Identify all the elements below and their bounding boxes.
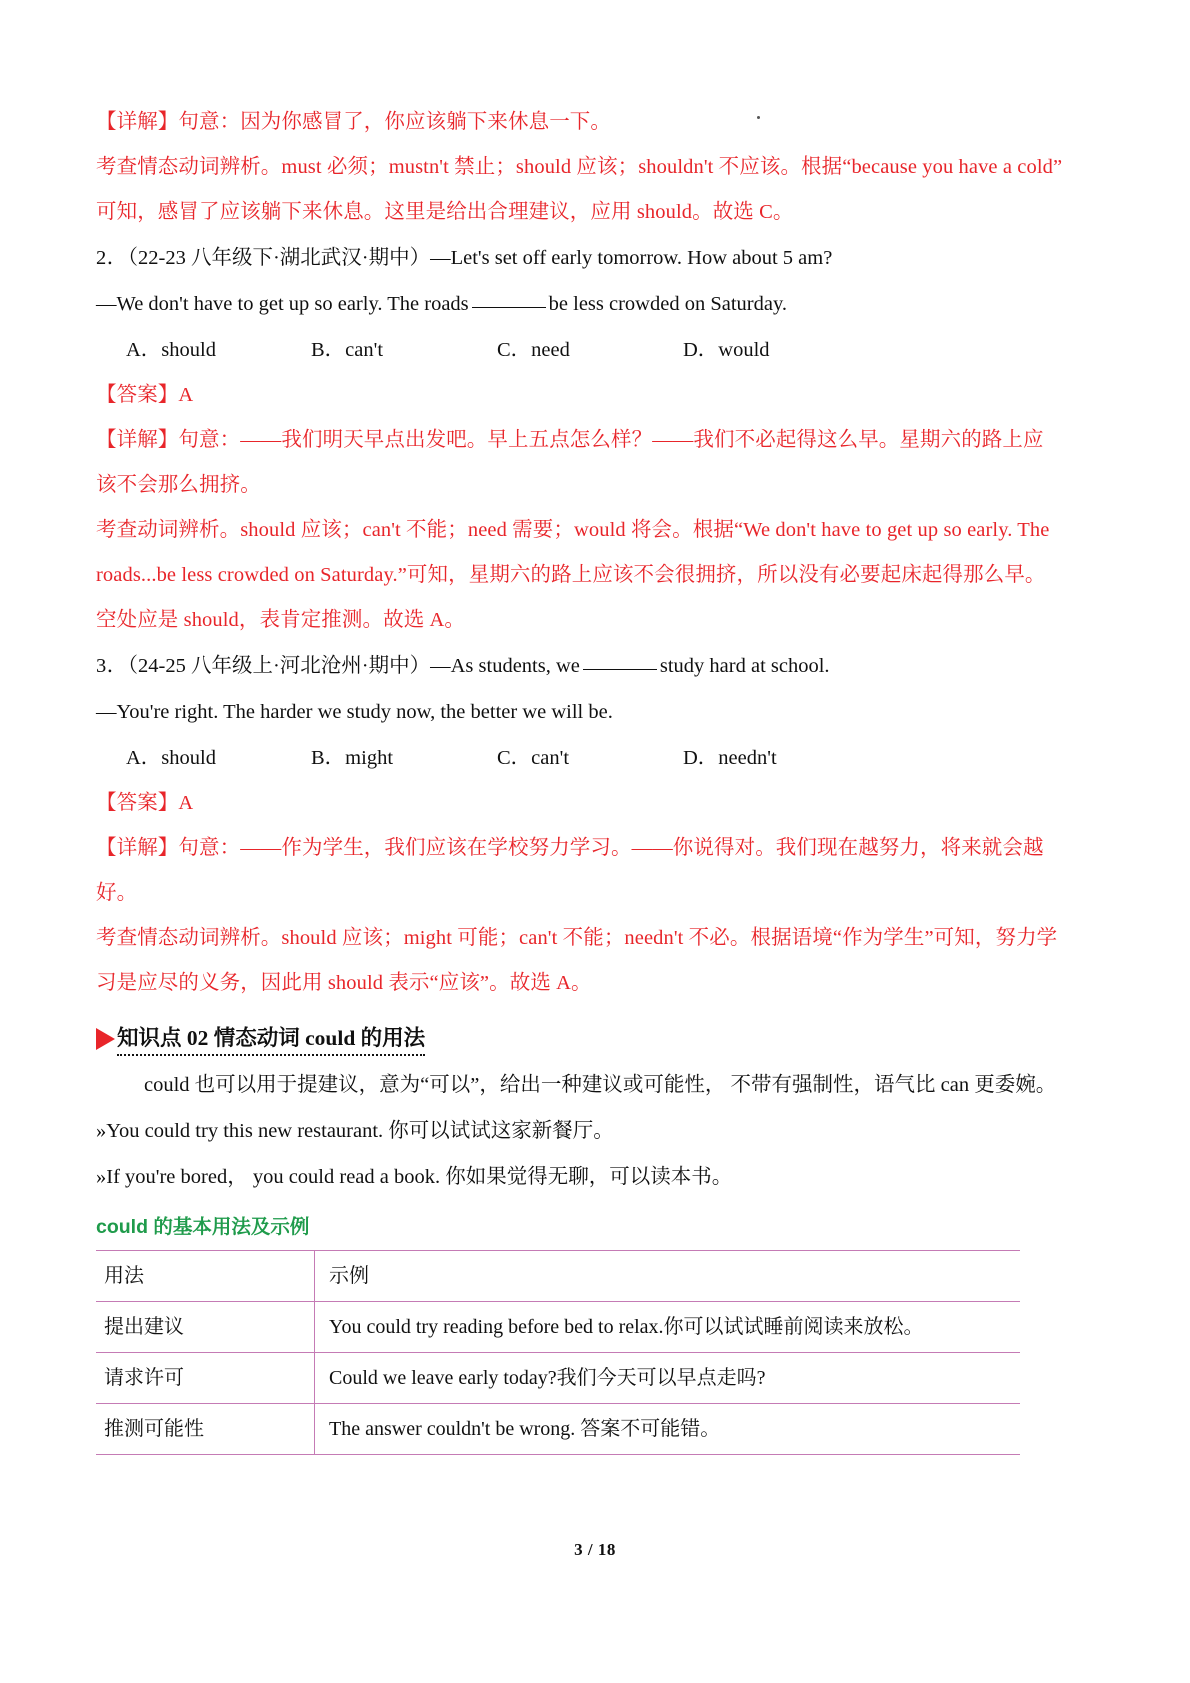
table-row — [96, 1302, 1020, 1353]
table-heading: could 的基本用法及示例 — [96, 1216, 310, 1238]
question-3-option-b[interactable]: B．might — [311, 747, 394, 769]
question-3-stem-before-blank: —As students, we — [430, 655, 580, 677]
question-2-explanation-line-1: 【详解】句意：——我们明天早点出发吧。早上五点怎么样？——我们不必起得这么早。星期六的路上应 — [96, 429, 1044, 451]
question-2-explanation-line-3: 考查动词辨析。should 应该；can't 不能；need 需要；would 将会。根据“We don't have to get up so early. The — [96, 519, 1050, 541]
page-content — [96, 100, 1090, 1455]
question-2-blank — [472, 307, 546, 308]
question-2-number: 2． — [96, 247, 128, 269]
question-3-number: 3． — [96, 655, 128, 677]
table-cell-example: Could we leave early today?我们今天可以早点走吗? — [315, 1353, 1021, 1404]
knowledge-point-heading — [96, 1020, 1090, 1058]
page-artifact-dot — [757, 116, 760, 119]
question-3-explanation-line-2: 好。 — [96, 882, 138, 904]
question-3-stem-line-1 — [96, 643, 1090, 689]
question-2-stem-line-1 — [96, 235, 1090, 281]
knowledge-point-example-2: »If you're bored， you could read a book. 你如果觉得无聊，可以读本书。 — [96, 1166, 733, 1188]
question-2-option-a[interactable]: A．should — [126, 339, 216, 361]
table-cell-usage: 请求许可 — [96, 1353, 315, 1404]
question-3-option-a[interactable]: A．should — [126, 747, 216, 769]
question-3-stem-line-2: —You're right. The harder we study now, the better we will be. — [96, 701, 613, 723]
question-2-stem-before-blank: —We don't have to get up so early. The roads — [96, 293, 469, 315]
table-cell-example: The answer couldn't be wrong. 答案不可能错。 — [315, 1404, 1021, 1455]
table-header-row — [96, 1251, 1020, 1302]
question-2-option-b[interactable]: B．can't — [311, 339, 384, 361]
question-3-explanation-line-3: 考查情态动词辨析。should 应该；might 可能；can't 不能；needn't 不必。根据语境“作为学生”可知，努力学 — [96, 927, 1058, 949]
table-cell-usage: 推测可能性 — [96, 1404, 315, 1455]
q1-explanation-line-3: 可知，感冒了应该躺下来休息。这里是给出合理建议，应用 should。故选 C。 — [96, 201, 794, 223]
table-header-usage: 用法 — [96, 1251, 315, 1302]
question-3-options — [96, 735, 1090, 781]
table-row — [96, 1404, 1020, 1455]
question-2-explanation-line-4: roads...be less crowded on Saturday.”可知，星期六的路上应该不会很拥挤，所以没有必要起床起得那么早。 — [96, 564, 1046, 586]
question-2-stem-line-2 — [96, 281, 1090, 327]
question-3-option-d[interactable]: D．needn't — [683, 747, 777, 769]
question-3-source: （24-25 八年级上·河北沧州·期中） — [127, 655, 431, 677]
table-row — [96, 1353, 1020, 1404]
question-2-options — [96, 327, 1090, 373]
red-triangle-arrow-icon — [96, 1028, 115, 1050]
table-header-example: 示例 — [315, 1251, 1021, 1302]
question-2-source: （22-23 八年级下·湖北武汉·期中） — [127, 247, 431, 269]
question-2-explanation-line-2: 该不会那么拥挤。 — [96, 474, 261, 496]
could-usage-table — [96, 1250, 1020, 1455]
question-2-stem-after-blank: be less crowded on Saturday. — [548, 293, 787, 315]
question-3-stem-after-blank: study hard at school. — [659, 655, 830, 677]
question-3-option-c[interactable]: C．can't — [497, 747, 570, 769]
page-number-footer: 3 / 18 — [574, 1540, 616, 1559]
q1-explanation-line-2: 考查情态动词辨析。must 必须；mustn't 禁止；should 应该；shouldn't 不应该。根据“because you have a cold” — [96, 156, 1063, 178]
question-2-option-c[interactable]: C．need — [497, 339, 570, 361]
q1-explanation-line-1: 【详解】句意：因为你感冒了，你应该躺下来休息一下。 — [96, 111, 611, 133]
question-3-blank — [583, 669, 657, 670]
knowledge-point-title: 知识点 02 情态动词 could 的用法 — [117, 1023, 425, 1056]
question-2-stem-text: —Let's set off early tomorrow. How about 5 am? — [430, 247, 833, 269]
question-2-explanation-line-5: 空处应是 should，表肯定推测。故选 A。 — [96, 609, 466, 631]
question-2-option-d[interactable]: D．would — [683, 339, 770, 361]
question-3-explanation-line-1: 【详解】句意：——作为学生，我们应该在学校努力学习。——你说得对。我们现在越努力，将来就会越 — [96, 837, 1044, 859]
question-2-answer: 【答案】A — [96, 384, 194, 406]
table-cell-example: You could try reading before bed to relax.你可以试试睡前阅读来放松。 — [315, 1302, 1021, 1353]
question-3-explanation-line-4: 习是应尽的义务，因此用 should 表示“应该”。故选 A。 — [96, 972, 592, 994]
knowledge-point-example-1: »You could try this new restaurant. 你可以试试这家新餐厅。 — [96, 1120, 614, 1142]
knowledge-point-paragraph: could 也可以用于提建议，意为“可以”，给出一种建议或可能性， 不带有强制性，语气比 can 更委婉。 — [144, 1074, 1057, 1096]
question-3-answer: 【答案】A — [96, 792, 194, 814]
table-cell-usage: 提出建议 — [96, 1302, 315, 1353]
